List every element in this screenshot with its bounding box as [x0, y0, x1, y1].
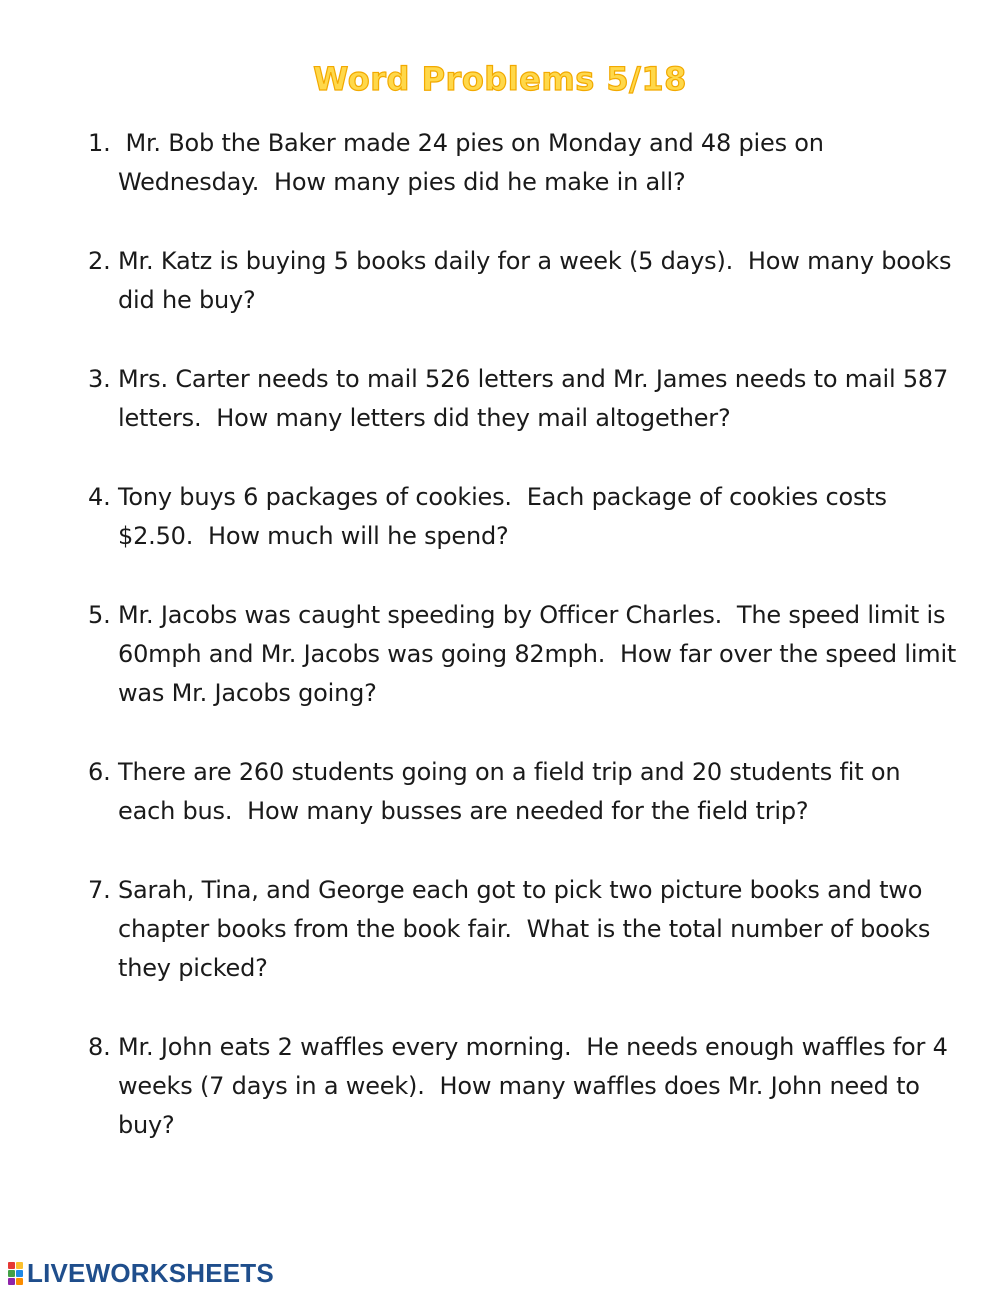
problem-number: 4.: [88, 483, 111, 511]
list-item: [88, 753, 958, 831]
list-item: [88, 596, 964, 713]
problem-list: [88, 124, 964, 1185]
list-item: [88, 478, 958, 556]
brand-name: LIVEWORKSHEETS: [27, 1258, 274, 1288]
problem-text: There are 260 students going on a field trip and 20 students fit on each bus. How many busses are needed for the field trip?: [118, 758, 908, 825]
list-item: [88, 124, 958, 202]
problem-number: 7.: [88, 876, 111, 904]
problem-text: Mrs. Carter needs to mail 526 letters and Mr. James needs to mail 587 letters. How many letters did they mail altogether?: [118, 365, 956, 432]
problem-text: Sarah, Tina, and George each got to pick two picture books and two chapter books from the book fair. What is the total number of books they picked?: [118, 876, 938, 982]
problem-number: 5.: [88, 601, 111, 629]
logo-square-icon: [16, 1278, 23, 1285]
problem-number: 2.: [88, 247, 111, 275]
list-item: [88, 242, 958, 320]
problem-text: Mr. Jacobs was caught speeding by Officer Charles. The speed limit is 60mph and Mr. Jacobs was going 82mph. How far over the speed limit was Mr. Jacobs going?: [118, 601, 964, 707]
problem-text: Tony buys 6 packages of cookies. Each package of cookies costs $2.50. How much will he spend?: [118, 483, 895, 550]
problem-text: Mr. John eats 2 waffles every morning. He needs enough waffles for 4 weeks (7 days in a week). How many waffles does Mr. John need to buy?: [118, 1033, 956, 1139]
problem-number: 8.: [88, 1033, 111, 1061]
problem-text: Mr. Bob the Baker made 24 pies on Monday and 48 pies on Wednesday. How many pies did he make in all?: [118, 129, 832, 196]
logo-square-icon: [8, 1262, 15, 1269]
logo-square-icon: [8, 1278, 15, 1285]
list-item: [88, 360, 958, 438]
problem-number: 3.: [88, 365, 111, 393]
problem-number: 6.: [88, 758, 111, 786]
liveworksheets-logo-icon: [8, 1262, 23, 1285]
logo-square-icon: [16, 1262, 23, 1269]
problem-number: 1.: [88, 129, 111, 157]
logo-square-icon: [16, 1270, 23, 1277]
footer-brand[interactable]: [8, 1258, 274, 1289]
list-item: [88, 1028, 958, 1145]
page-title: Word Problems 5/18: [313, 60, 687, 98]
problem-text: Mr. Katz is buying 5 books daily for a week (5 days). How many books did he buy?: [118, 247, 959, 314]
list-item: [88, 871, 958, 988]
logo-square-icon: [8, 1270, 15, 1277]
